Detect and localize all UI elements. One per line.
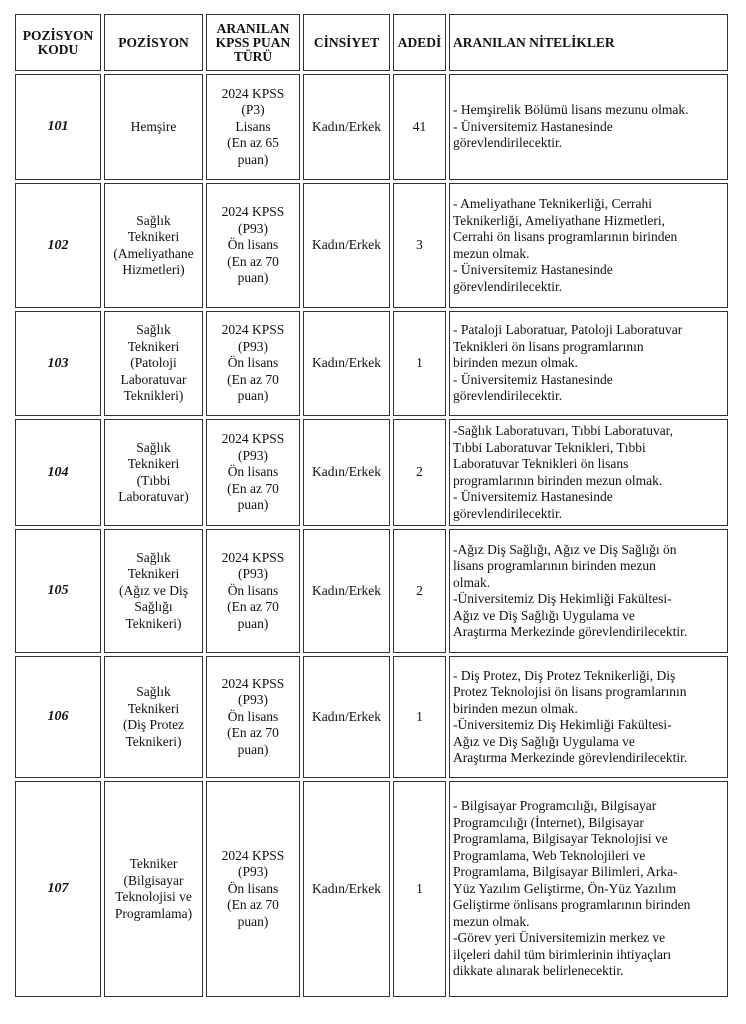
kpss-score-type bbox=[206, 311, 300, 416]
cell-line: (Bilgisayar bbox=[123, 872, 184, 888]
cell-line: Ön lisans bbox=[227, 355, 279, 371]
cell-line: (P93) bbox=[238, 220, 268, 236]
cell-line: 2024 KPSS bbox=[221, 204, 285, 220]
requirements bbox=[449, 311, 728, 416]
cell-line: lisans programlarının birinden mezun bbox=[453, 558, 656, 573]
gender: Kadın/Erkek bbox=[303, 419, 390, 526]
cell-line: Sağlık bbox=[136, 549, 171, 565]
cell-line: POZİSYON bbox=[22, 27, 94, 43]
gender: Kadın/Erkek bbox=[303, 656, 390, 778]
cell-line: Lisans bbox=[235, 118, 271, 134]
cell-line: - Diş Protez, Diş Protez Teknikerliği, Diş bbox=[453, 667, 676, 683]
cell-line: Cerrahi ön lisans programlarının birinden bbox=[453, 229, 678, 244]
cell-line: görevlendirilecektir. bbox=[453, 505, 563, 521]
positions-table bbox=[12, 11, 731, 1000]
cell-line: mezun olmak. bbox=[453, 913, 530, 929]
cell-line: ilçeleri dahil tüm birimlerinin ihtiyaçları bbox=[453, 946, 672, 962]
gender: Kadın/Erkek bbox=[303, 529, 390, 653]
position-count: 2 bbox=[393, 419, 446, 526]
cell-line: Sağlık bbox=[136, 439, 171, 455]
cell-line: Laboratuvar) bbox=[118, 489, 189, 504]
cell-line: (Tıbbi bbox=[136, 472, 171, 488]
cell-line: Programlama) bbox=[114, 905, 193, 921]
cell-line: Araştırma Merkezinde görevlendirilecektir. bbox=[453, 750, 688, 765]
kpss-score-type bbox=[206, 781, 300, 997]
cell-line: (P93) bbox=[238, 447, 268, 463]
cell-line: puan) bbox=[237, 913, 269, 929]
position-code: 103 bbox=[15, 311, 101, 416]
cell-line: ARANILAN bbox=[216, 20, 290, 36]
position-name bbox=[104, 656, 203, 778]
cell-line: (P93) bbox=[238, 566, 268, 582]
cell-line: puan) bbox=[237, 741, 269, 757]
cell-line: -Sağlık Laboratuvarı, Tıbbi Laboratuvar, bbox=[453, 423, 674, 438]
requirements bbox=[449, 529, 728, 653]
cell-line: - Üniversitemiz Hastanesinde bbox=[453, 118, 613, 134]
requirements bbox=[449, 781, 728, 997]
table-row bbox=[15, 529, 728, 653]
header-requirements bbox=[449, 14, 728, 71]
position-name bbox=[104, 781, 203, 997]
table-row bbox=[15, 781, 728, 997]
cell-line: Yüz Yazılım Geliştirme, Ön-Yüz Yazılım bbox=[453, 880, 677, 896]
header-score-type bbox=[206, 14, 300, 71]
cell-line: Teknikeri) bbox=[125, 733, 182, 749]
cell-line: Programlama, Bilgisayar Teknolojisi ve bbox=[453, 831, 668, 847]
cell-line: Teknikleri) bbox=[123, 388, 184, 404]
cell-line: birinden mezun olmak. bbox=[453, 700, 578, 716]
cell-line: görevlendirilecektir. bbox=[453, 278, 563, 294]
position-code: 101 bbox=[15, 74, 101, 180]
cell-line: Teknikeri bbox=[127, 566, 180, 582]
cell-line: olmak. bbox=[453, 574, 491, 590]
position-count: 1 bbox=[393, 781, 446, 997]
cell-line: CİNSİYET bbox=[313, 34, 380, 50]
cell-line: 2024 KPSS bbox=[221, 85, 285, 101]
cell-line: Teknolojisi ve bbox=[115, 889, 192, 904]
cell-line: Teknikeri bbox=[127, 338, 180, 354]
cell-line: programlarının birinden mezun olmak. bbox=[453, 472, 663, 488]
position-code: 106 bbox=[15, 656, 101, 778]
kpss-score-type bbox=[206, 419, 300, 526]
cell-line: TÜRÜ bbox=[233, 48, 273, 64]
cell-line: Ağız ve Diş Sağlığı Uygulama ve bbox=[453, 607, 635, 623]
position-count: 3 bbox=[393, 183, 446, 308]
cell-line: (P93) bbox=[238, 864, 268, 880]
cell-line: Ön lisans bbox=[227, 708, 279, 724]
cell-line: (Patoloji bbox=[130, 355, 177, 371]
cell-line: Teknikeri bbox=[127, 456, 180, 471]
gender: Kadın/Erkek bbox=[303, 183, 390, 308]
position-code: 104 bbox=[15, 419, 101, 526]
cell-line: Teknikerliği, Ameliyathane Hizmetleri, bbox=[453, 212, 665, 228]
cell-line: - Üniversitemiz Hastanesinde bbox=[453, 262, 613, 277]
cell-line: (En az 70 bbox=[227, 897, 279, 913]
cell-line: (En az 70 bbox=[227, 480, 279, 496]
position-name bbox=[104, 419, 203, 526]
position-name bbox=[104, 529, 203, 653]
cell-line: Teknikeri bbox=[127, 229, 180, 244]
cell-line: Teknikleri ön lisans programlarının bbox=[453, 338, 644, 354]
cell-line: - Üniversitemiz Hastanesinde bbox=[453, 371, 613, 387]
table-row bbox=[15, 656, 728, 778]
cell-line: ADEDİ bbox=[397, 34, 442, 50]
cell-line: (Diş Protez bbox=[122, 717, 185, 732]
cell-line: Programcılığı (İnternet), Bilgisayar bbox=[453, 814, 644, 830]
cell-line: (Ameliyathane bbox=[113, 245, 194, 261]
cell-line: Protez Teknolojisi ön lisans programlarının bbox=[453, 684, 687, 699]
requirements bbox=[449, 74, 728, 180]
position-count: 1 bbox=[393, 656, 446, 778]
cell-line: 2024 KPSS bbox=[221, 322, 285, 338]
cell-line: Sağlık bbox=[136, 322, 171, 338]
cell-line: 2024 KPSS bbox=[221, 431, 285, 447]
cell-line: görevlendirilecektir. bbox=[453, 388, 563, 404]
header-count bbox=[393, 14, 446, 71]
cell-line: - Üniversitemiz Hastanesinde bbox=[453, 489, 613, 504]
cell-line: Programlama, Web Teknolojileri ve bbox=[453, 847, 646, 863]
table-row bbox=[15, 74, 728, 180]
header-code bbox=[15, 14, 101, 71]
cell-line: puan) bbox=[237, 615, 269, 631]
cell-line: (P93) bbox=[238, 692, 268, 708]
cell-line: Hemşire bbox=[130, 118, 177, 134]
cell-line: Ağız ve Diş Sağlığı Uygulama ve bbox=[453, 733, 635, 749]
cell-line: puan) bbox=[237, 497, 269, 513]
position-name bbox=[104, 311, 203, 416]
position-code: 102 bbox=[15, 183, 101, 308]
cell-line: (En az 65 bbox=[227, 135, 279, 151]
header-row bbox=[15, 14, 728, 71]
cell-line: Tıbbi Laboratuvar Teknikleri, Tıbbi bbox=[453, 439, 646, 455]
position-count: 1 bbox=[393, 311, 446, 416]
cell-line: puan) bbox=[237, 388, 269, 404]
cell-line: birinden mezun olmak. bbox=[453, 355, 578, 371]
requirements bbox=[449, 183, 728, 308]
position-count: 2 bbox=[393, 529, 446, 653]
kpss-score-type bbox=[206, 656, 300, 778]
cell-line: Ön lisans bbox=[227, 582, 279, 598]
cell-line: Programlama, Bilgisayar Bilimleri, Arka- bbox=[453, 864, 678, 880]
position-name bbox=[104, 74, 203, 180]
cell-line: Geliştirme önlisans programlarının birinden bbox=[453, 897, 691, 913]
cell-line: KODU bbox=[37, 41, 79, 57]
cell-line: - Hemşirelik Bölümü lisans mezunu olmak. bbox=[453, 102, 689, 118]
cell-line: Teknikeri) bbox=[125, 615, 182, 631]
header-gender bbox=[303, 14, 390, 71]
cell-line: -Ağız Diş Sağlığı, Ağız ve Diş Sağlığı ön bbox=[453, 541, 677, 557]
cell-line: - Ameliyathane Teknikerliği, Cerrahi bbox=[453, 196, 652, 211]
position-code: 107 bbox=[15, 781, 101, 997]
cell-line: -Üniversitemiz Diş Hekimliği Fakültesi- bbox=[453, 717, 672, 732]
cell-line: Sağlık bbox=[136, 684, 171, 699]
cell-line: 2024 KPSS bbox=[221, 675, 285, 691]
position-name bbox=[104, 183, 203, 308]
requirements bbox=[449, 419, 728, 526]
cell-line: (P3) bbox=[241, 102, 265, 118]
cell-line: Ön lisans bbox=[227, 237, 279, 253]
kpss-score-type bbox=[206, 183, 300, 308]
kpss-score-type bbox=[206, 74, 300, 180]
cell-line: Hizmetleri) bbox=[122, 262, 185, 277]
gender: Kadın/Erkek bbox=[303, 74, 390, 180]
cell-line: (En az 70 bbox=[227, 725, 279, 741]
cell-line: 2024 KPSS bbox=[221, 549, 285, 565]
table-row bbox=[15, 311, 728, 416]
cell-line: - Bilgisayar Programcılığı, Bilgisayar bbox=[453, 798, 657, 814]
cell-line: Ön lisans bbox=[227, 464, 279, 480]
cell-line: puan) bbox=[237, 151, 269, 167]
table-row bbox=[15, 419, 728, 526]
position-count: 41 bbox=[393, 74, 446, 180]
cell-line: -Görev yeri Üniversitemizin merkez ve bbox=[453, 930, 666, 946]
cell-line: Ön lisans bbox=[227, 880, 279, 896]
cell-line: mezun olmak. bbox=[453, 245, 530, 261]
cell-line: (En az 70 bbox=[227, 371, 279, 387]
kpss-score-type bbox=[206, 529, 300, 653]
cell-line: ARANILAN NİTELİKLER bbox=[453, 34, 615, 50]
header-position bbox=[104, 14, 203, 71]
cell-line: (En az 70 bbox=[227, 599, 279, 615]
requirements bbox=[449, 656, 728, 778]
cell-line: Araştırma Merkezinde görevlendirilecektir. bbox=[453, 624, 688, 639]
gender: Kadın/Erkek bbox=[303, 781, 390, 997]
cell-line: Laboratuvar Teknikleri ön lisans bbox=[453, 456, 629, 471]
cell-line: (En az 70 bbox=[227, 253, 279, 269]
cell-line: Laboratuvar bbox=[120, 371, 187, 387]
table-row bbox=[15, 183, 728, 308]
cell-line: 2024 KPSS bbox=[221, 847, 285, 863]
cell-line: Sağlığı bbox=[134, 599, 173, 615]
cell-line: (P93) bbox=[238, 338, 268, 354]
cell-line: POZİSYON bbox=[118, 34, 189, 50]
cell-line: dikkate alınarak belirlenecektir. bbox=[453, 963, 624, 979]
cell-line: - Pataloji Laboratuar, Patoloji Laboratuvar bbox=[453, 322, 683, 338]
cell-line: görevlendirilecektir. bbox=[453, 135, 563, 151]
gender: Kadın/Erkek bbox=[303, 311, 390, 416]
cell-line: Tekniker bbox=[129, 856, 178, 871]
cell-line: (Ağız ve Diş bbox=[119, 582, 188, 598]
cell-line: Sağlık bbox=[136, 212, 171, 228]
table-body bbox=[15, 74, 728, 997]
cell-line: KPSS PUAN bbox=[215, 34, 291, 50]
cell-line: -Üniversitemiz Diş Hekimliği Fakültesi- bbox=[453, 591, 672, 606]
position-code: 105 bbox=[15, 529, 101, 653]
cell-line: puan) bbox=[237, 270, 269, 286]
cell-line: Teknikeri bbox=[127, 700, 180, 716]
